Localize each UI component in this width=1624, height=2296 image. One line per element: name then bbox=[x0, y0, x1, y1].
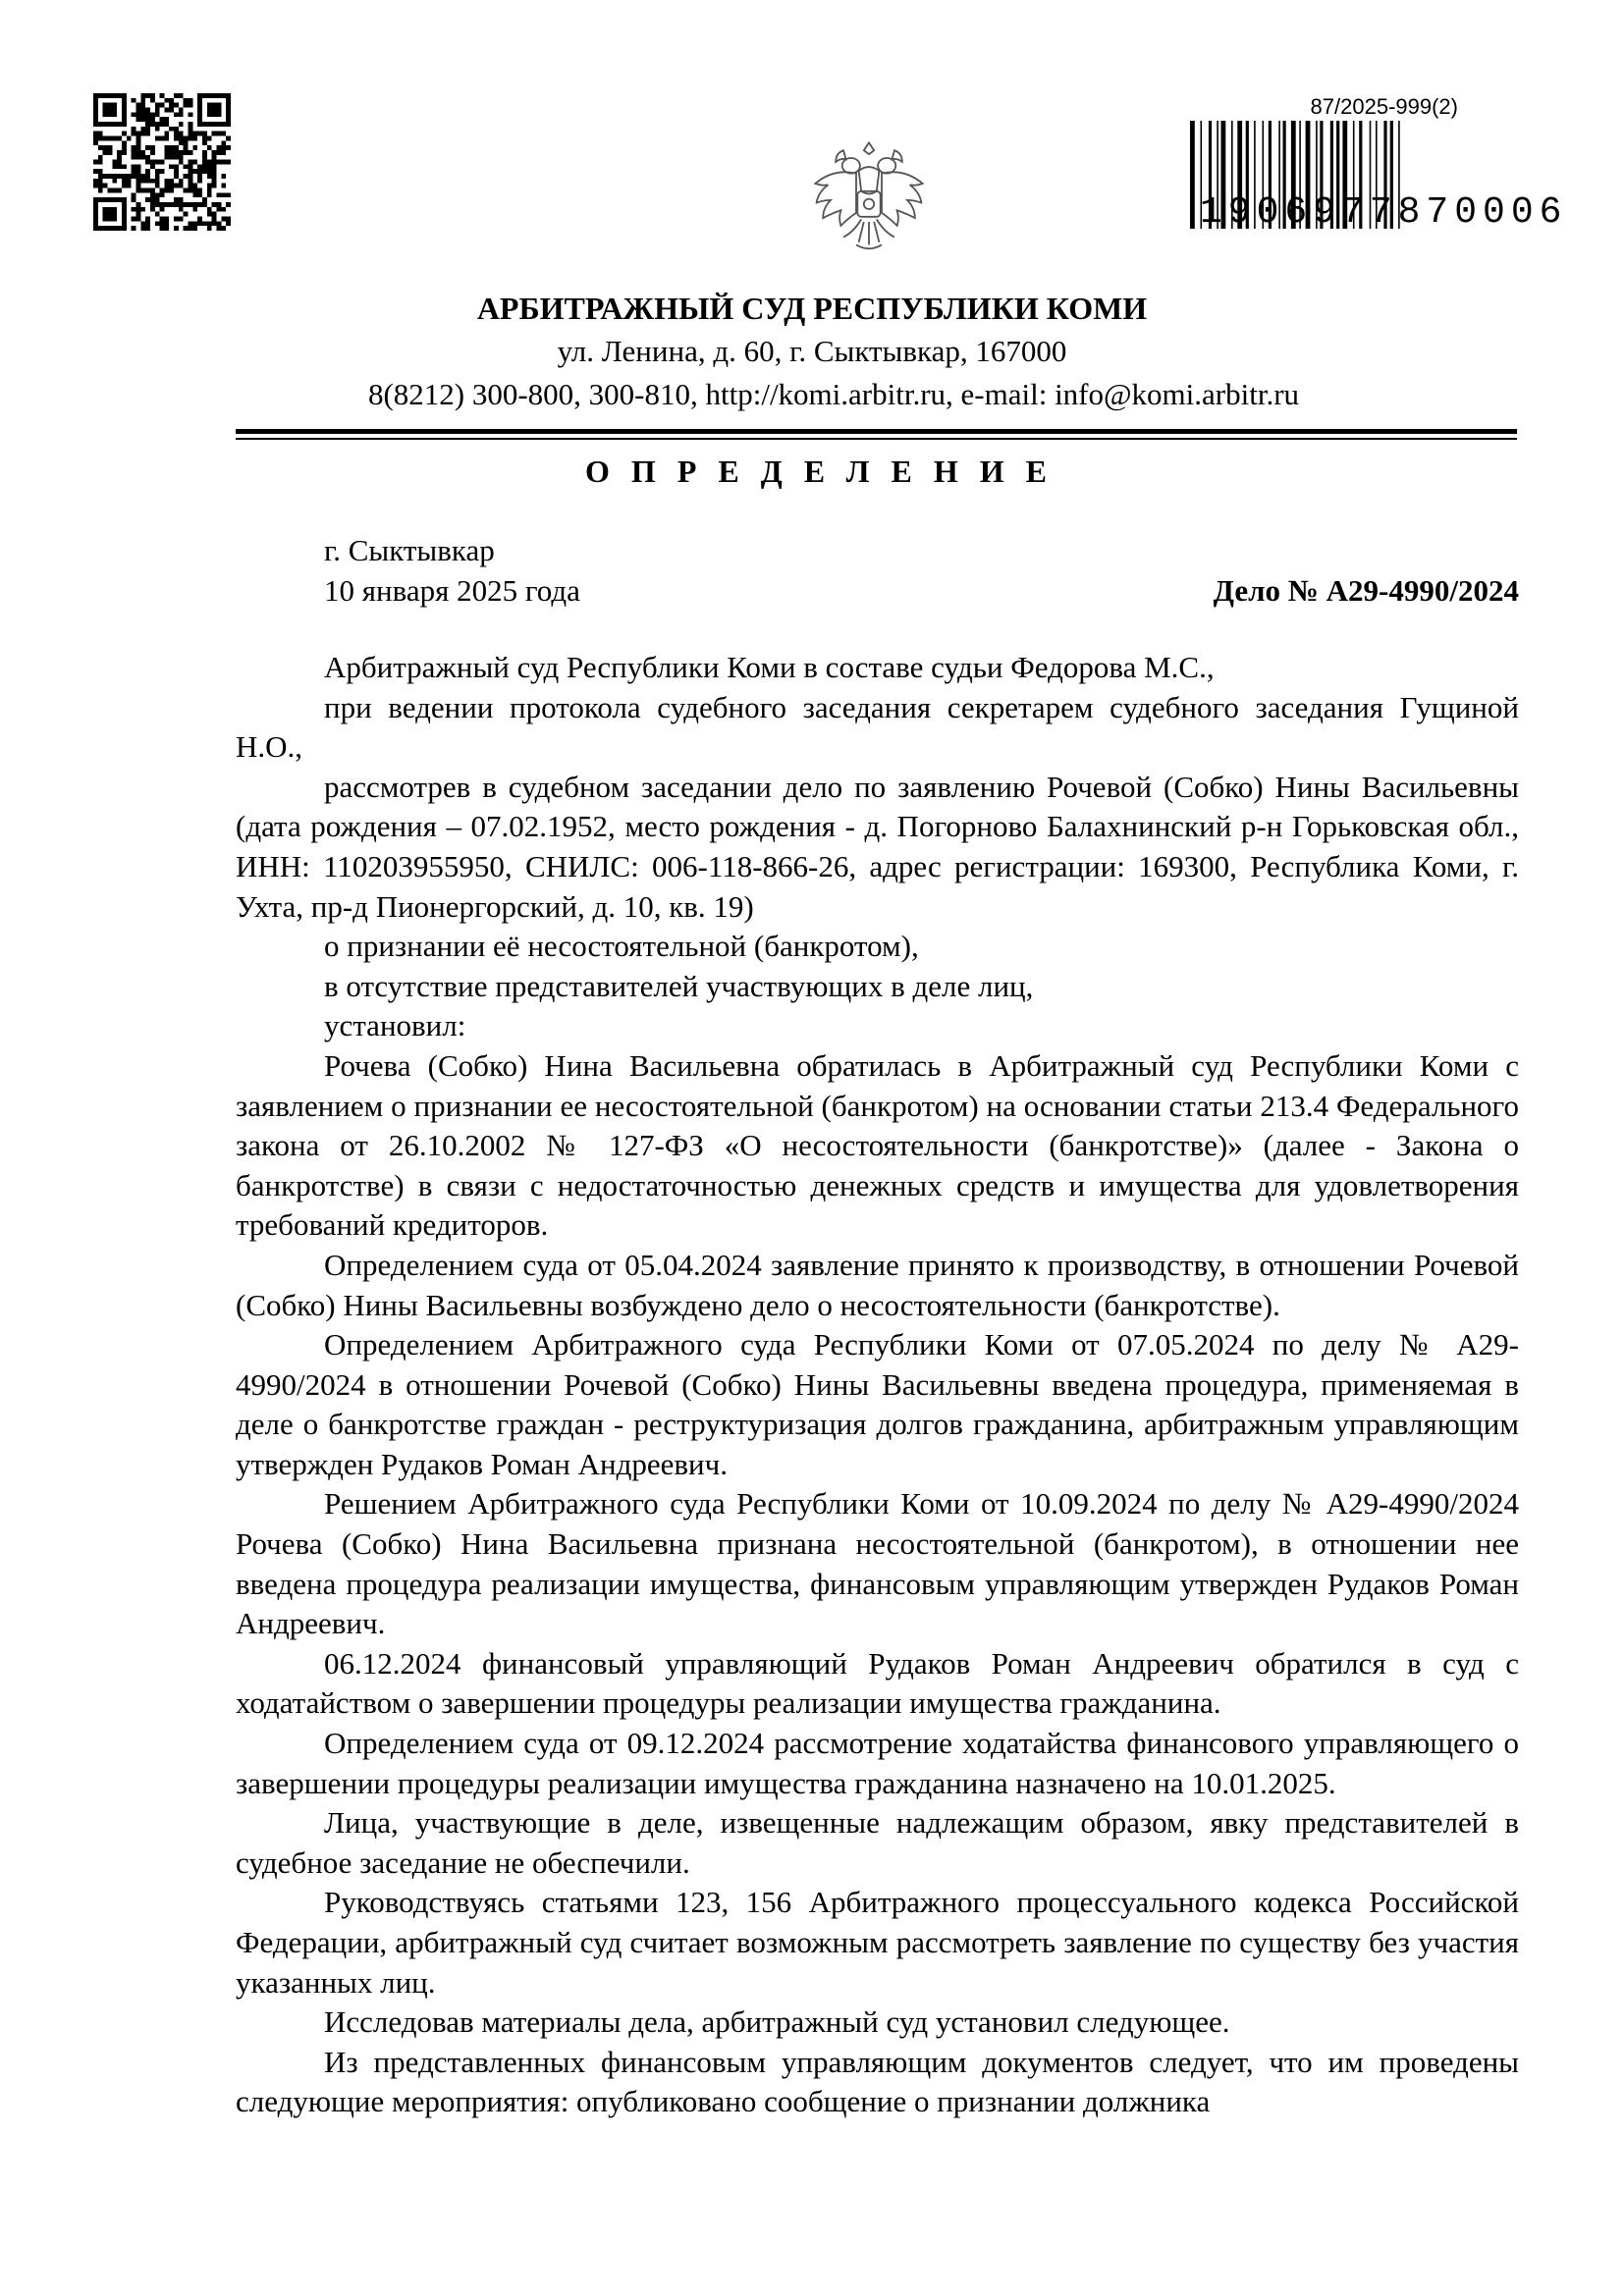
court-contacts: 8(8212) 300-800, 300-810, http://komi.arbitr.ru, e-mail: info@komi.arbitr.ru bbox=[367, 377, 1300, 411]
paragraph: Решением Арбитражного суда Республики Коми от 10.09.2024 по делу № А29-4990/2024 Рочева (Собко) Нина Васильевна признана несостоятельной (банкротом), в отношении нее введена процедура реализации имущества, финансовым управляющим утвержден Рудаков Роман Андреевич. bbox=[236, 1486, 1519, 1641]
paragraph: рассмотрев в судебном заседании дело по заявлению Рочевой (Собко) Нины Васильевны (дата рождения – 07.02.1952, место рождения - д. Погорново Балахнинский р-н Горьковская обл., ИНН: 110203955950, СНИЛС: 006-118-866-26, адрес регистрации: 169300, Республика Коми, г. Ухта, пр-д Пионергорский, д. 10, кв. 19) bbox=[236, 769, 1519, 924]
paragraph: о признании её несостоятельной (банкротом), bbox=[324, 929, 919, 964]
barcode bbox=[1188, 93, 1568, 234]
paragraph: при ведении протокола судебного заседания секретарем судебного заседания Гущиной Н.О., bbox=[236, 689, 1519, 765]
russian-coat-of-arms-icon bbox=[805, 133, 933, 260]
qr-code-icon bbox=[93, 93, 231, 231]
paragraph: Арбитражный суд Республики Коми в составе судьи Федорова М.С., bbox=[324, 650, 1215, 684]
barcode-id: 87/2025-999(2) bbox=[1310, 94, 1458, 119]
paragraph: Определением суда от 05.04.2024 заявление принято к производству, в отношении Рочевой (Собко) Нины Васильевны возбуждено дело о несостоятельности (банкротстве). bbox=[236, 1247, 1519, 1322]
paragraph: Определением суда от 09.12.2024 рассмотрение ходатайства финансового управляющего о завершении процедуры реализации имущества гражданина назначено на 10.01.2025. bbox=[236, 1726, 1519, 1800]
document-date: 10 января 2025 года bbox=[324, 573, 580, 608]
paragraph: Рочева (Собко) Нина Васильевна обратилась в Арбитражный суд Республики Коми с заявлением о признании ее несостоятельной (банкротом) на основании статьи 213.4 Федерального закона от 26.10.2002 № 127-ФЗ «О несостоятельности (банкротстве)» (далее - Закона о банкротстве) в связи с недостаточностью денежных средств и имущества для удовлетворения требований кредиторов. bbox=[236, 1047, 1519, 1243]
paragraph: Из представленных финансовым управляющим документов следует, что им проведены следующие мероприятия: опубликовано сообщение о признании должника bbox=[236, 2044, 1519, 2119]
header-divider-thin bbox=[236, 438, 1517, 440]
document-place: г. Сыктывкар bbox=[324, 533, 495, 567]
barcode-number: 1906977870006 bbox=[1200, 191, 1568, 234]
paragraph: 06.12.2024 финансовый управляющий Рудаков Роман Андреевич обратился в суд с ходатайством о завершении процедуры реализации имущества гражданина. bbox=[236, 1645, 1519, 1721]
paragraph: установил: bbox=[324, 1008, 466, 1043]
paragraph: Исследовав материалы дела, арбитражный суд установил следующее. bbox=[324, 2004, 1230, 2040]
paragraph: Руководствуясь статьями 123, 156 Арбитражного процессуального кодекса Российской Федерации, арбитражный суд считает возможным рассмотреть заявление по существу без участия указанных лиц. bbox=[236, 1885, 1519, 2000]
header-divider bbox=[236, 429, 1517, 434]
document-title: ОПРЕДЕЛЕНИЕ bbox=[585, 454, 1068, 489]
case-number: Дело № А29-4990/2024 bbox=[1213, 573, 1519, 608]
court-name: АРБИТРАЖНЫЙ СУД РЕСПУБЛИКИ КОМИ bbox=[476, 291, 1148, 326]
paragraph: Лица, участвующие в деле, извещенные надлежащим образом, явку представителей в судебное заседание не обеспечили. bbox=[236, 1805, 1519, 1880]
document-body bbox=[236, 648, 1519, 2122]
paragraph: в отсутствие представителей участвующих в деле лиц, bbox=[324, 968, 1034, 1003]
court-address: ул. Ленина, д. 60, г. Сыктывкар, 167000 bbox=[557, 334, 1067, 368]
paragraph: Определением Арбитражного суда Республики Коми от 07.05.2024 по делу № А29-4990/2024 в отношении Рочевой (Собко) Нины Васильевны введена процедура, применяемая в деле о банкротстве граждан - реструктуризация долгов гражданина, арбитражным управляющим утвержден Рудаков Роман Андреевич. bbox=[236, 1327, 1519, 1481]
